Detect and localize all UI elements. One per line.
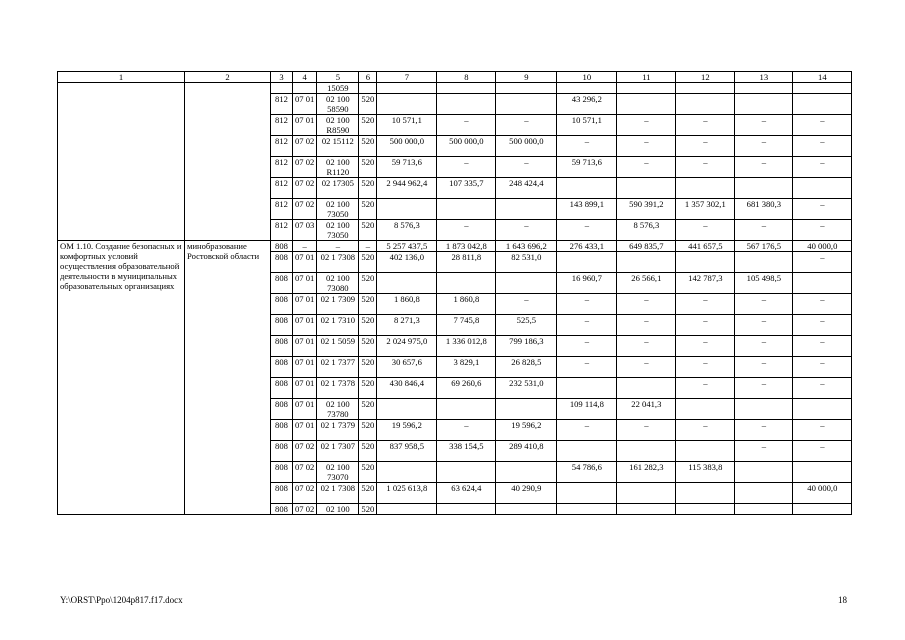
value-cell: 26 828,5 <box>496 357 557 378</box>
value-cell <box>735 94 793 115</box>
value-cell: 40 000,0 <box>793 241 852 252</box>
value-cell: 2 944 962,4 <box>377 178 437 199</box>
value-cell: – <box>793 252 852 273</box>
value-cell <box>793 504 852 515</box>
value-cell: 500 000,0 <box>377 136 437 157</box>
value-cell: – <box>793 378 852 399</box>
column-header: 12 <box>676 72 735 83</box>
value-cell: – <box>676 378 735 399</box>
section-code-cell: 07 02 <box>293 483 317 504</box>
grbs-code-cell: 812 <box>271 220 293 241</box>
expense-type-cell: 520 <box>359 378 377 399</box>
expense-type-cell: 520 <box>359 420 377 441</box>
table-row <box>58 241 852 252</box>
value-cell: 105 498,5 <box>735 273 793 294</box>
value-cell: 1 873 042,8 <box>437 241 496 252</box>
value-cell: 276 433,1 <box>557 241 617 252</box>
value-cell: – <box>735 378 793 399</box>
value-cell: 799 186,3 <box>496 336 557 357</box>
value-cell <box>377 83 437 94</box>
value-cell: 590 391,2 <box>617 199 676 220</box>
value-cell: 26 566,1 <box>617 273 676 294</box>
expense-type-cell: 520 <box>359 462 377 483</box>
value-cell <box>676 252 735 273</box>
section-code-cell: 07 03 <box>293 220 317 241</box>
value-cell: – <box>617 420 676 441</box>
value-cell: – <box>735 357 793 378</box>
value-cell: 525,5 <box>496 315 557 336</box>
value-cell: – <box>793 294 852 315</box>
value-cell: 567 176,5 <box>735 241 793 252</box>
value-cell: – <box>617 336 676 357</box>
value-cell <box>496 273 557 294</box>
expense-type-cell: 520 <box>359 399 377 420</box>
value-cell <box>735 399 793 420</box>
expense-type-cell: 520 <box>359 115 377 136</box>
value-cell: – <box>676 336 735 357</box>
value-cell: – <box>735 336 793 357</box>
value-cell: – <box>617 294 676 315</box>
value-cell <box>676 83 735 94</box>
footer-file-path: Y:\ORST\Ppo\1204p817.f17.docx <box>60 595 183 605</box>
value-cell: – <box>735 441 793 462</box>
section-code-cell: 07 01 <box>293 357 317 378</box>
grbs-code-cell: 808 <box>271 241 293 252</box>
expense-type-cell <box>359 83 377 94</box>
grbs-code-cell: 808 <box>271 441 293 462</box>
value-cell <box>676 504 735 515</box>
column-header: 13 <box>735 72 793 83</box>
value-cell: 649 835,7 <box>617 241 676 252</box>
value-cell: 115 383,8 <box>676 462 735 483</box>
column-header: 1 <box>58 72 185 83</box>
grbs-code-cell: 808 <box>271 378 293 399</box>
grbs-code-cell: 808 <box>271 294 293 315</box>
value-cell: 16 960,7 <box>557 273 617 294</box>
value-cell: – <box>793 136 852 157</box>
value-cell: 8 576,3 <box>617 220 676 241</box>
expense-type-cell: 520 <box>359 252 377 273</box>
value-cell: 1 643 696,2 <box>496 241 557 252</box>
grbs-code-cell: 808 <box>271 357 293 378</box>
expense-type-cell: – <box>359 241 377 252</box>
value-cell: 837 958,5 <box>377 441 437 462</box>
value-cell: 40 000,0 <box>793 483 852 504</box>
section-code-cell: 07 01 <box>293 399 317 420</box>
value-cell: 142 787,3 <box>676 273 735 294</box>
expense-type-cell: 520 <box>359 441 377 462</box>
value-cell: – <box>437 420 496 441</box>
value-cell: – <box>557 357 617 378</box>
value-cell: 63 624,4 <box>437 483 496 504</box>
expense-type-cell: 520 <box>359 504 377 515</box>
value-cell <box>617 252 676 273</box>
value-cell: – <box>557 420 617 441</box>
value-cell <box>496 399 557 420</box>
value-cell: 1 025 613,8 <box>377 483 437 504</box>
section-code-cell: 07 01 <box>293 273 317 294</box>
value-cell <box>496 504 557 515</box>
value-cell: 402 136,0 <box>377 252 437 273</box>
value-cell <box>676 94 735 115</box>
target-code-cell: 02 1 7308 <box>317 483 359 504</box>
column-header: 8 <box>437 72 496 83</box>
value-cell: – <box>793 199 852 220</box>
value-cell: 10 571,1 <box>377 115 437 136</box>
value-cell <box>676 399 735 420</box>
value-cell <box>496 199 557 220</box>
value-cell: – <box>735 136 793 157</box>
value-cell <box>437 504 496 515</box>
section-code-cell <box>293 83 317 94</box>
value-cell <box>496 83 557 94</box>
value-cell <box>793 273 852 294</box>
value-cell: 82 531,0 <box>496 252 557 273</box>
value-cell: – <box>676 294 735 315</box>
value-cell: – <box>793 157 852 178</box>
value-cell <box>735 462 793 483</box>
value-cell: 109 114,8 <box>557 399 617 420</box>
value-cell <box>735 83 793 94</box>
value-cell: – <box>735 420 793 441</box>
value-cell <box>735 178 793 199</box>
value-cell: – <box>437 157 496 178</box>
value-cell <box>676 483 735 504</box>
grbs-code-cell: 812 <box>271 115 293 136</box>
value-cell <box>617 178 676 199</box>
value-cell: – <box>676 136 735 157</box>
target-code-cell: 02 100 <box>317 504 359 515</box>
value-cell: 7 745,8 <box>437 315 496 336</box>
value-cell: – <box>557 336 617 357</box>
budget-table <box>57 71 852 515</box>
section-code-cell: 07 02 <box>293 157 317 178</box>
value-cell <box>377 504 437 515</box>
value-cell <box>377 273 437 294</box>
target-code-cell: 02 100 73070 <box>317 462 359 483</box>
value-cell: – <box>617 115 676 136</box>
value-cell <box>496 462 557 483</box>
grbs-code-cell: 812 <box>271 157 293 178</box>
value-cell <box>557 378 617 399</box>
value-cell: – <box>557 220 617 241</box>
target-code-cell: 02 100 73780 <box>317 399 359 420</box>
column-header: 14 <box>793 72 852 83</box>
value-cell: – <box>557 315 617 336</box>
value-cell: – <box>735 115 793 136</box>
value-cell: 30 657,6 <box>377 357 437 378</box>
target-code-cell: 02 1 7309 <box>317 294 359 315</box>
value-cell: 10 571,1 <box>557 115 617 136</box>
expense-type-cell: 520 <box>359 94 377 115</box>
value-cell: 8 271,3 <box>377 315 437 336</box>
expense-type-cell: 520 <box>359 199 377 220</box>
value-cell: – <box>735 220 793 241</box>
target-code-cell: 02 100 73050 <box>317 220 359 241</box>
value-cell: – <box>793 115 852 136</box>
value-cell: – <box>617 357 676 378</box>
section-code-cell: 07 01 <box>293 294 317 315</box>
value-cell: – <box>676 157 735 178</box>
value-cell: – <box>793 420 852 441</box>
value-cell: – <box>735 157 793 178</box>
section-code-cell: 07 01 <box>293 115 317 136</box>
value-cell: 19 596,2 <box>496 420 557 441</box>
value-cell <box>557 178 617 199</box>
value-cell <box>793 94 852 115</box>
value-cell: – <box>557 136 617 157</box>
expense-type-cell: 520 <box>359 336 377 357</box>
value-cell <box>437 94 496 115</box>
target-code-cell: 02 100 R8590 <box>317 115 359 136</box>
value-cell <box>676 178 735 199</box>
value-cell: – <box>617 157 676 178</box>
section-code-cell: 07 01 <box>293 315 317 336</box>
value-cell <box>557 483 617 504</box>
value-cell: 289 410,8 <box>496 441 557 462</box>
target-code-cell: – <box>317 241 359 252</box>
value-cell: 143 899,1 <box>557 199 617 220</box>
target-code-cell: 02 1 7310 <box>317 315 359 336</box>
value-cell <box>437 199 496 220</box>
value-cell: 500 000,0 <box>496 136 557 157</box>
value-cell: – <box>617 315 676 336</box>
value-cell <box>676 441 735 462</box>
value-cell: – <box>676 220 735 241</box>
target-code-cell: 02 17305 <box>317 178 359 199</box>
section-code-cell: 07 01 <box>293 378 317 399</box>
value-cell: 8 576,3 <box>377 220 437 241</box>
value-cell <box>793 462 852 483</box>
value-cell: – <box>793 220 852 241</box>
expense-type-cell: 520 <box>359 294 377 315</box>
value-cell: 3 829,1 <box>437 357 496 378</box>
value-cell: – <box>496 220 557 241</box>
measure-name-cell: ОМ 1.10. Создание безопасных и комфортных условий осуществления образовательной деятельности в муниципальных образовательных организациях <box>58 241 185 515</box>
value-cell: – <box>496 157 557 178</box>
value-cell: 107 335,7 <box>437 178 496 199</box>
section-code-cell: 07 01 <box>293 336 317 357</box>
value-cell <box>617 441 676 462</box>
value-cell <box>793 399 852 420</box>
column-header: 9 <box>496 72 557 83</box>
expense-type-cell: 520 <box>359 273 377 294</box>
value-cell <box>617 378 676 399</box>
value-cell: 430 846,4 <box>377 378 437 399</box>
page-number: 18 <box>838 595 847 605</box>
value-cell: – <box>437 115 496 136</box>
value-cell <box>617 483 676 504</box>
value-cell: 1 336 012,8 <box>437 336 496 357</box>
target-code-cell: 02 1 7307 <box>317 441 359 462</box>
value-cell <box>735 252 793 273</box>
section-code-cell: 07 02 <box>293 136 317 157</box>
target-code-cell: 02 1 7379 <box>317 420 359 441</box>
value-cell <box>735 483 793 504</box>
target-code-cell: 02 1 7308 <box>317 252 359 273</box>
value-cell <box>793 83 852 94</box>
value-cell <box>557 504 617 515</box>
value-cell <box>793 178 852 199</box>
column-header: 2 <box>185 72 271 83</box>
column-header: 3 <box>271 72 293 83</box>
grbs-code-cell: 808 <box>271 420 293 441</box>
value-cell: 232 531,0 <box>496 378 557 399</box>
expense-type-cell: 520 <box>359 178 377 199</box>
value-cell: – <box>496 115 557 136</box>
value-cell: 59 713,6 <box>557 157 617 178</box>
value-cell: 161 282,3 <box>617 462 676 483</box>
column-header: 5 <box>317 72 359 83</box>
value-cell <box>617 83 676 94</box>
value-cell: 69 260,6 <box>437 378 496 399</box>
empty-name-cell <box>58 83 185 241</box>
value-cell <box>437 399 496 420</box>
value-cell: 1 860,8 <box>377 294 437 315</box>
table-row <box>58 83 852 94</box>
section-code-cell: 07 02 <box>293 178 317 199</box>
value-cell: – <box>676 115 735 136</box>
executor-cell: минобразование Ростовской области <box>185 241 271 515</box>
value-cell <box>557 83 617 94</box>
value-cell: 2 024 975,0 <box>377 336 437 357</box>
value-cell <box>437 462 496 483</box>
grbs-code-cell: 808 <box>271 504 293 515</box>
empty-executor-cell <box>185 83 271 241</box>
value-cell: 59 713,6 <box>377 157 437 178</box>
value-cell: – <box>793 441 852 462</box>
value-cell <box>377 94 437 115</box>
value-cell: – <box>676 420 735 441</box>
section-code-cell: 07 02 <box>293 504 317 515</box>
value-cell: – <box>793 357 852 378</box>
target-code-cell: 02 1 5059 <box>317 336 359 357</box>
value-cell: – <box>676 315 735 336</box>
value-cell: – <box>676 357 735 378</box>
section-code-cell: 07 02 <box>293 441 317 462</box>
value-cell: 1 860,8 <box>437 294 496 315</box>
value-cell: 5 257 437,5 <box>377 241 437 252</box>
value-cell: 1 357 302,1 <box>676 199 735 220</box>
expense-type-cell: 520 <box>359 157 377 178</box>
column-header: 4 <box>293 72 317 83</box>
value-cell: 22 041,3 <box>617 399 676 420</box>
expense-type-cell: 520 <box>359 483 377 504</box>
section-code-cell: 07 02 <box>293 462 317 483</box>
value-cell: – <box>735 315 793 336</box>
expense-type-cell: 520 <box>359 220 377 241</box>
expense-type-cell: 520 <box>359 315 377 336</box>
section-code-cell: 07 01 <box>293 252 317 273</box>
value-cell <box>377 399 437 420</box>
target-code-cell: 02 15112 <box>317 136 359 157</box>
column-header: 11 <box>617 72 676 83</box>
value-cell <box>617 94 676 115</box>
value-cell: – <box>735 294 793 315</box>
grbs-code-cell: 808 <box>271 483 293 504</box>
header-row <box>58 72 852 83</box>
column-header: 10 <box>557 72 617 83</box>
grbs-code-cell: 808 <box>271 252 293 273</box>
section-code-cell: 07 01 <box>293 94 317 115</box>
grbs-code-cell: 808 <box>271 462 293 483</box>
section-code-cell: 07 02 <box>293 199 317 220</box>
value-cell: 681 380,3 <box>735 199 793 220</box>
value-cell <box>496 94 557 115</box>
grbs-code-cell: 812 <box>271 199 293 220</box>
value-cell <box>617 504 676 515</box>
target-code-cell: 02 100 58590 <box>317 94 359 115</box>
value-cell <box>437 83 496 94</box>
grbs-code-cell: 812 <box>271 178 293 199</box>
grbs-code-cell: 808 <box>271 315 293 336</box>
value-cell <box>377 462 437 483</box>
target-code-cell: 02 100 73080 <box>317 273 359 294</box>
value-cell: 19 596,2 <box>377 420 437 441</box>
value-cell: – <box>557 294 617 315</box>
value-cell: 28 811,8 <box>437 252 496 273</box>
value-cell <box>377 199 437 220</box>
value-cell <box>557 441 617 462</box>
target-code-cell: 02 100 73050 <box>317 199 359 220</box>
target-code-cell: 02 1 7378 <box>317 378 359 399</box>
value-cell: – <box>437 220 496 241</box>
target-code-cell: 02 100 R1120 <box>317 157 359 178</box>
value-cell: – <box>617 136 676 157</box>
column-header: 7 <box>377 72 437 83</box>
grbs-code-cell: 808 <box>271 336 293 357</box>
grbs-code-cell <box>271 83 293 94</box>
column-header: 6 <box>359 72 377 83</box>
value-cell: 338 154,5 <box>437 441 496 462</box>
value-cell: – <box>793 336 852 357</box>
value-cell: 43 296,2 <box>557 94 617 115</box>
value-cell: 441 657,5 <box>676 241 735 252</box>
section-code-cell: – <box>293 241 317 252</box>
grbs-code-cell: 808 <box>271 399 293 420</box>
value-cell <box>735 504 793 515</box>
value-cell: 248 424,4 <box>496 178 557 199</box>
value-cell: 40 290,9 <box>496 483 557 504</box>
expense-type-cell: 520 <box>359 357 377 378</box>
section-code-cell: 07 01 <box>293 420 317 441</box>
value-cell: 500 000,0 <box>437 136 496 157</box>
value-cell <box>437 273 496 294</box>
grbs-code-cell: 812 <box>271 94 293 115</box>
value-cell: 54 786,6 <box>557 462 617 483</box>
target-code-cell: 15059 <box>317 83 359 94</box>
value-cell: – <box>496 294 557 315</box>
target-code-cell: 02 1 7377 <box>317 357 359 378</box>
grbs-code-cell: 812 <box>271 136 293 157</box>
value-cell <box>557 252 617 273</box>
expense-type-cell: 520 <box>359 136 377 157</box>
value-cell: – <box>793 315 852 336</box>
grbs-code-cell: 808 <box>271 273 293 294</box>
